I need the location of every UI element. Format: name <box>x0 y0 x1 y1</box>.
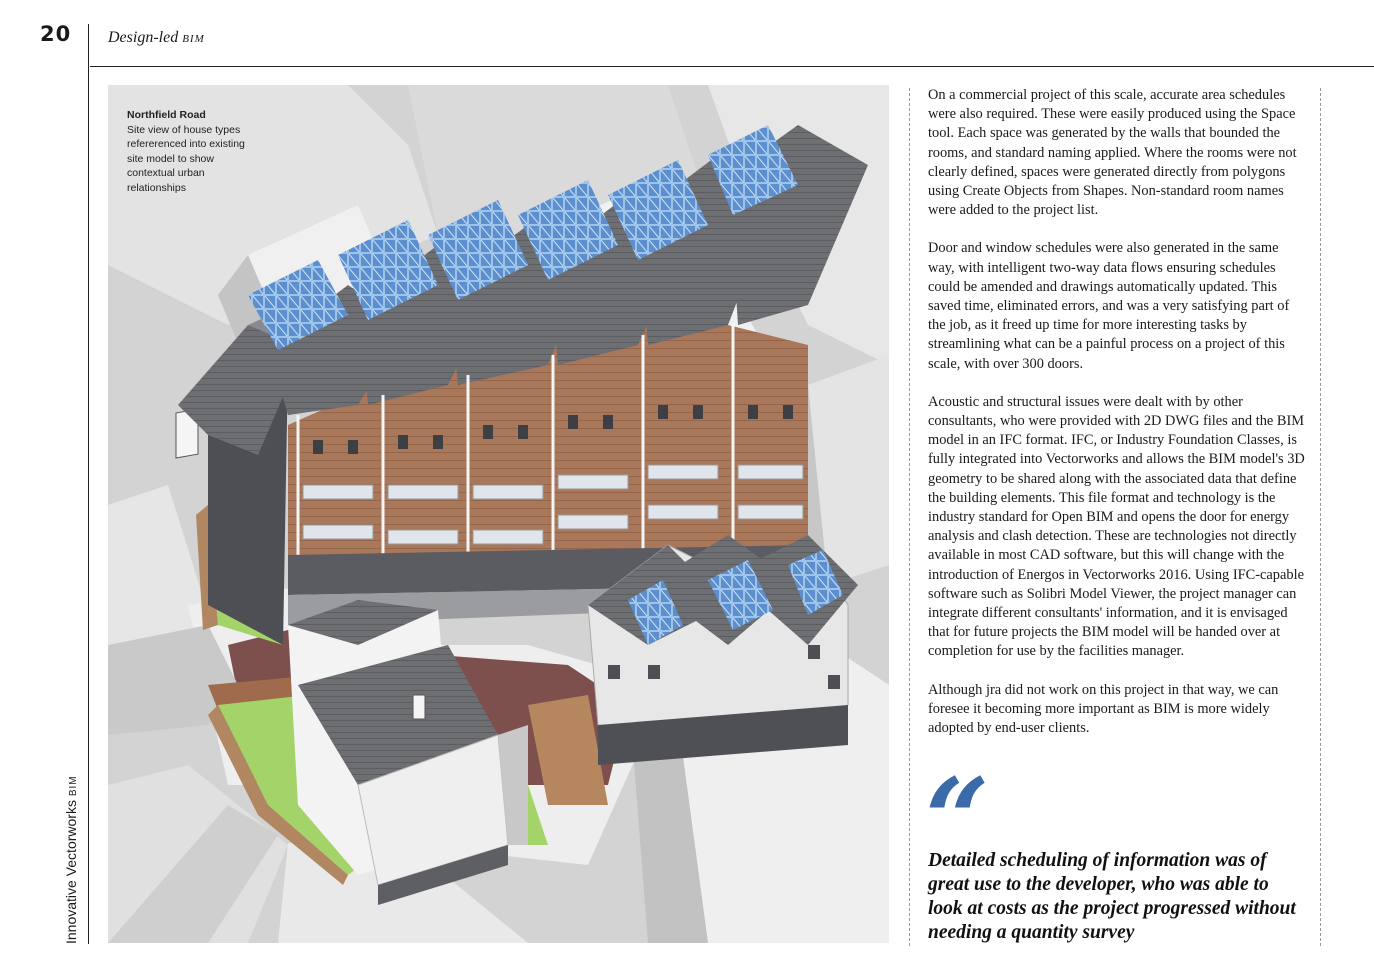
caption-title: Northfield Road <box>127 109 206 121</box>
column-divider-right <box>1320 88 1321 946</box>
magazine-title-text: Innovative Vectorworks <box>63 796 79 944</box>
page-number: 20 <box>40 22 72 46</box>
vertical-rule <box>88 24 89 944</box>
pull-quote: Detailed scheduling of information was of great use to the developer, who was able to look at costs as the project progressed without needing a quantity survey <box>928 850 1296 943</box>
paragraph: Door and window schedules were also generated in the same way, with intelligent two-way data flows ensuring schedules could be amended and drawings automatically updated. This saved time, eliminated errors, and was a very satisfying part of the job, as it freed up time for more interesting tasks by streamlining what can be a painful process on a project of this scale, with over 300 doors. <box>928 240 1290 372</box>
section-header-label: Design-led <box>108 29 183 46</box>
magazine-title-vertical <box>63 775 79 944</box>
figure-caption <box>127 108 262 195</box>
quote-mark-icon: “ <box>925 755 990 886</box>
caption-text: Site view of house types refererenced into existing site model to show contextual urban relationships <box>127 123 245 194</box>
section-header-sc: BIM <box>182 33 205 45</box>
magazine-title-sc: BIM <box>68 775 79 797</box>
paragraph: Acoustic and structural issues were dealt with by other consultants, who were provided with 2D DWG files and the BIM model in an IFC format. IFC, or Industry Foundation Classes, is fully integrated into Vectorworks and allows the BIM model's 3D geometry to be shared along with the associated data that define the building elements. This file format and technology is the industry standard for Open BIM and opens the door for energy analysis and clash detection. These are technologies not directly available in most CAD software, but this will change with the introduction of Energos in Vectorworks 2016. Using IFC-capable software such as Solibri Model Viewer, the project manager can integrate different consultants' information, and it is envisaged that for future projects the BIM model will be handed over at completion for use by the facilities manager. <box>928 393 1305 660</box>
paragraph: On a commercial project of this scale, accurate area schedules were also required. These were easily produced using the Space tool. Each space was generated by the walls that bounded the rooms, and standard naming applied. Where the rooms were not clearly defined, spaces were generated directly from polygons using Create Objects from Shapes. Non-standard room names were added to the project list. <box>928 87 1297 219</box>
column-divider-left <box>909 88 910 946</box>
body-text <box>928 86 1308 757</box>
paragraph: Although jra did not work on this project in that way, we can foresee it becoming more important as BIM is more widely adopted by end-user clients. <box>928 681 1279 737</box>
header-rule <box>90 66 1374 67</box>
site-view-illustration <box>108 85 889 943</box>
section-header <box>108 29 205 47</box>
